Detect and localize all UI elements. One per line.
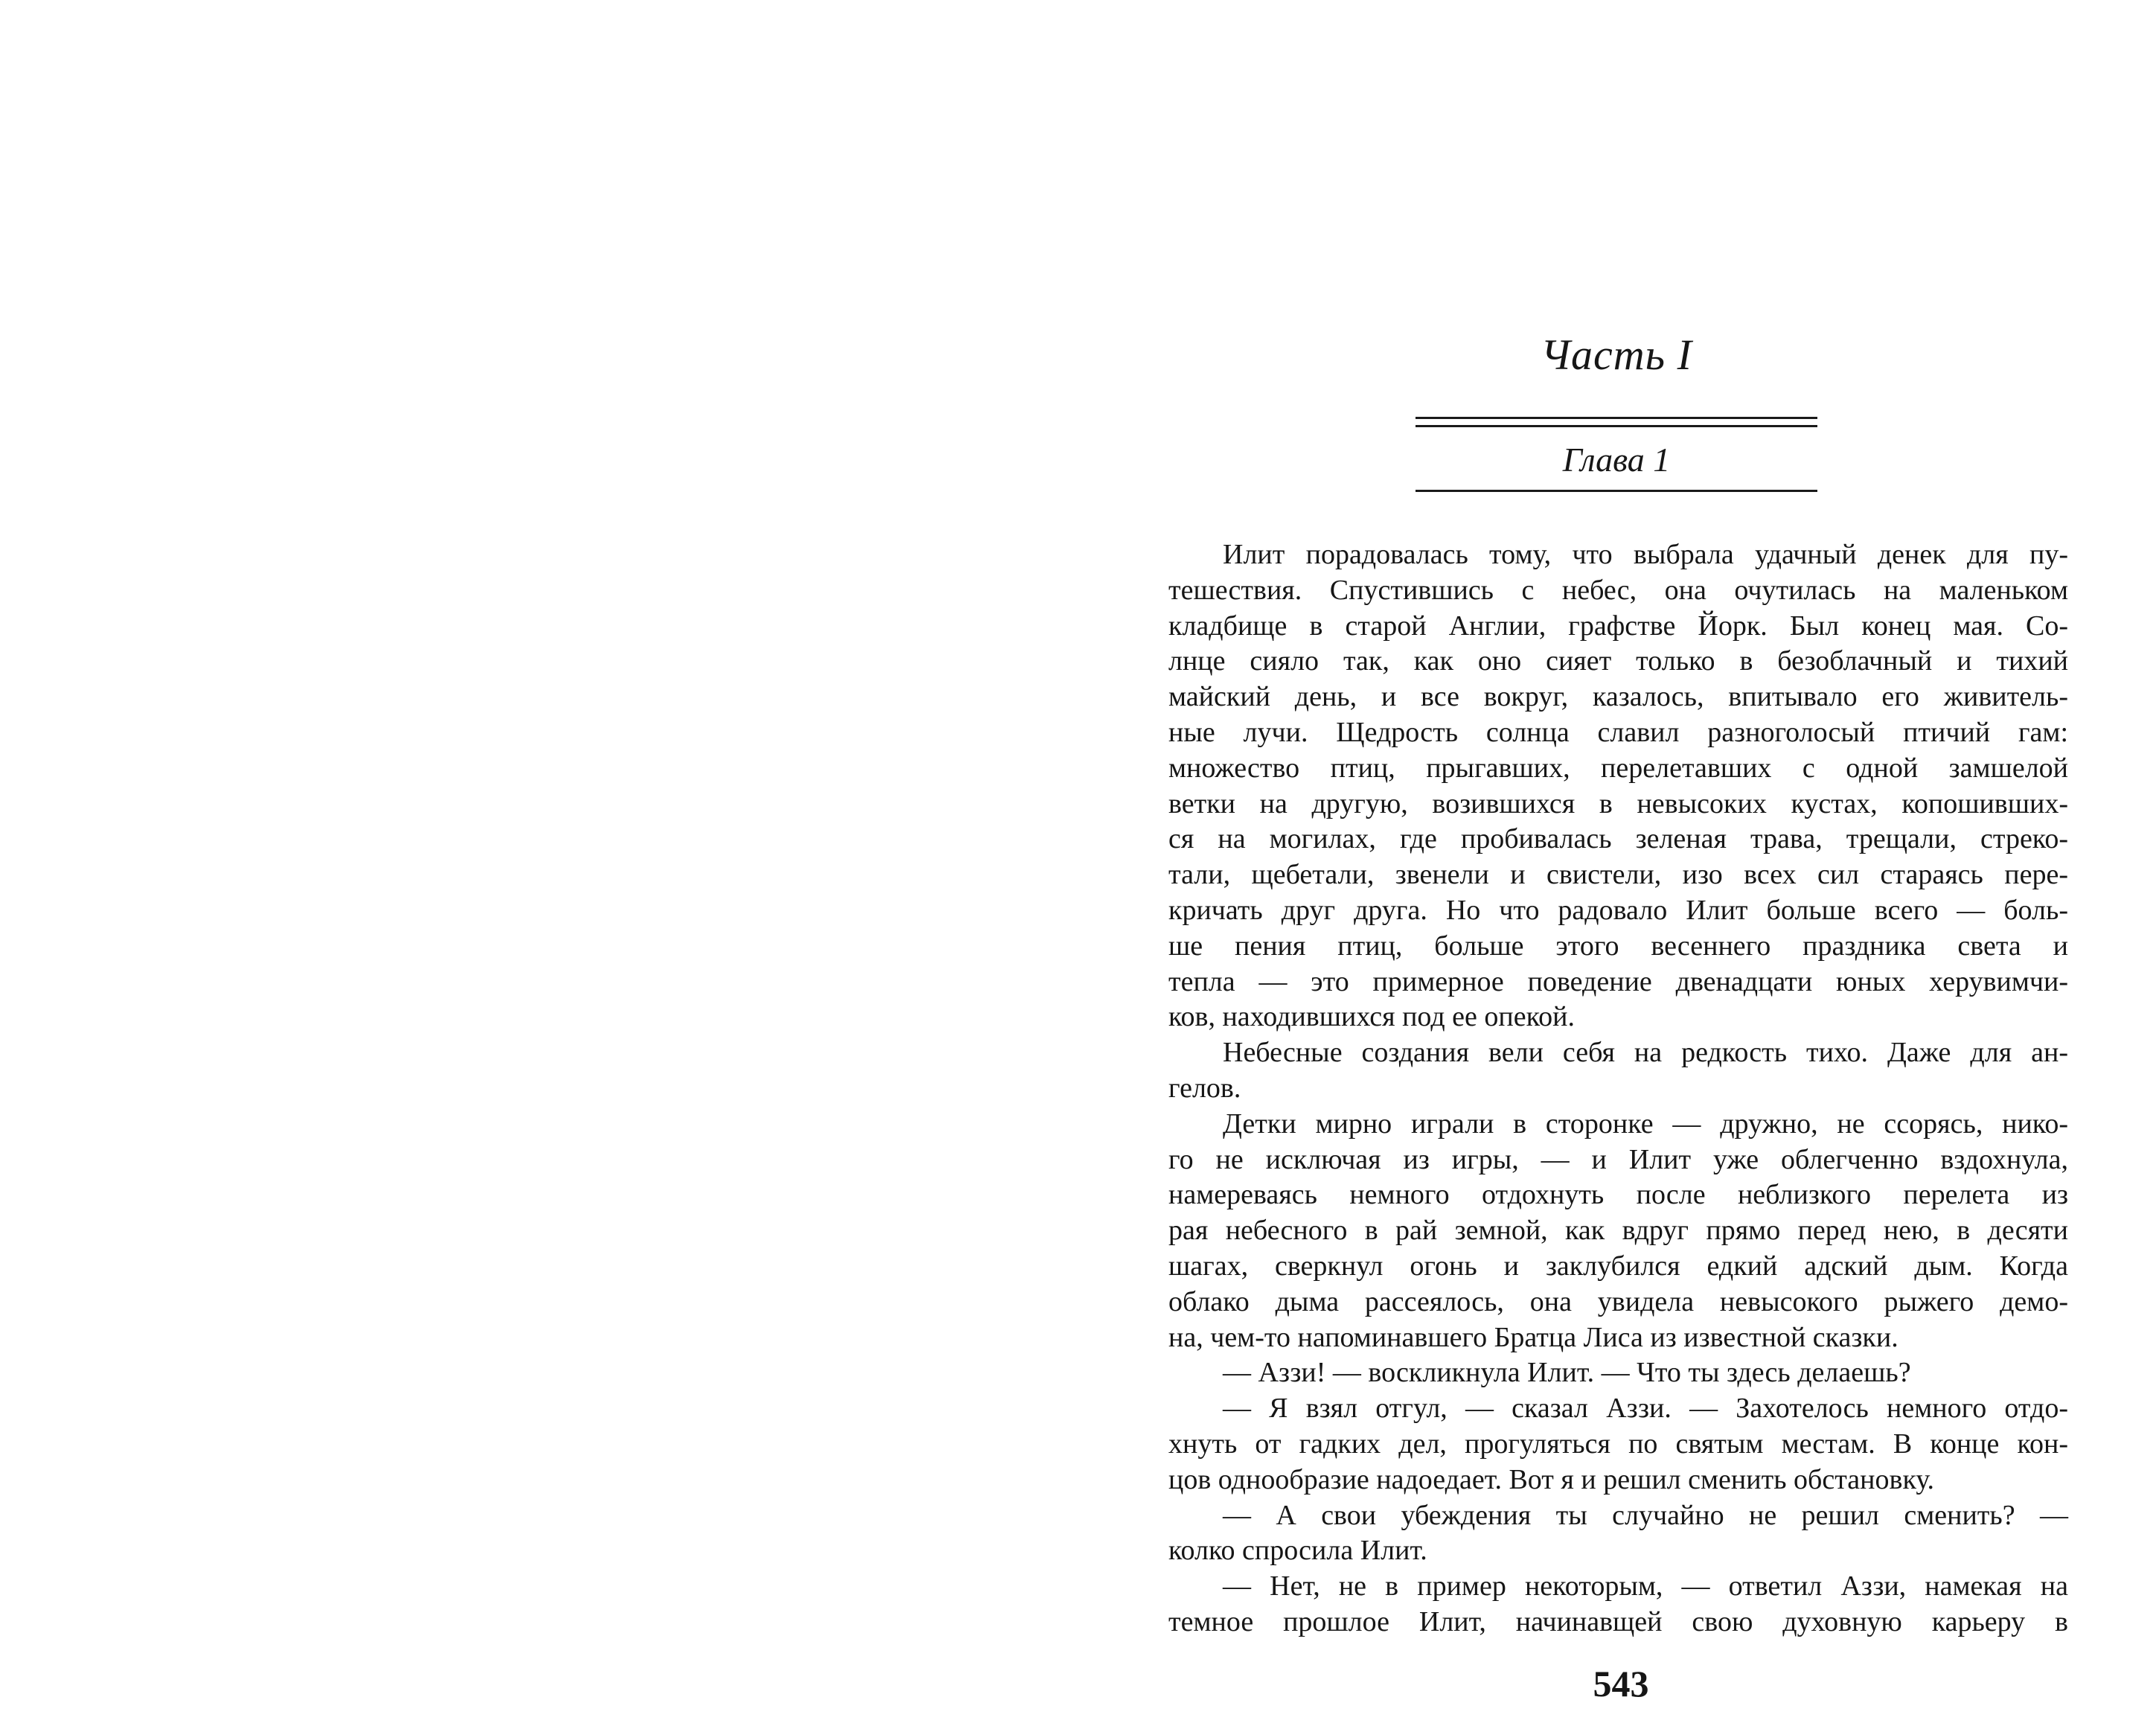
text-line: — Я взял отгул, — сказал Аззи. — Захотелось немного отдо- [1223, 1393, 2068, 1425]
text-line: колко спросила Илит. [1168, 1535, 1427, 1567]
text-line: тали, щебетали, звенели и свистели, изо всех сил стараясь пере- [1168, 859, 2068, 891]
single-rule [1416, 490, 1817, 492]
text-line: — Аззи! — воскликнула Илит. — Что ты здесь делаешь? [1223, 1357, 1911, 1389]
paragraph [1168, 1035, 2068, 1107]
text-line: ков, находившихся под ее опекой. [1168, 1001, 1575, 1033]
text-line: Детки мирно играли в сторонке — дружно, не ссорясь, нико- [1223, 1108, 2068, 1140]
text-line: на, чем-то напоминавшего Братца Лиса из известной сказки. [1168, 1321, 1899, 1353]
paragraph [1168, 1569, 2068, 1640]
paragraph [1168, 1107, 2068, 1356]
text-line: Илит порадовалась тому, что выбрала удачный денек для пу- [1223, 539, 2068, 570]
text-line: кричать друг друга. Но что радовало Илит больше всего — боль- [1168, 894, 2068, 926]
text-line: кладбище в старой Англии, графстве Йорк. Был конец мая. Со- [1168, 610, 2068, 642]
text-line: ше пения птиц, больше этого весеннего праздника света и [1168, 930, 2068, 962]
text-line: рая небесного в рай земной, как вдруг прямо перед нею, в десяти [1168, 1215, 2068, 1247]
text-line: ные лучи. Щедрость солнца славил разноголосый птичий гам: [1168, 716, 2068, 748]
text-line: тешествия. Спустившись с небес, она очутилась на маленьком [1168, 574, 2068, 606]
text-line: Небесные создания вели себя на редкость тихо. Даже для ан- [1223, 1037, 2068, 1069]
text-line: тепла — это примерное поведение двенадцати юных херувимчи- [1168, 965, 2068, 997]
page-number: 543 [1593, 1663, 1649, 1704]
text-line: шагах, сверкнул огонь и заклубился едкий адский дым. Когда [1168, 1250, 2068, 1282]
text-line: темное прошлое Илит, начинавщей свою духовную карьеру в [1168, 1605, 2068, 1637]
text-line: ся на могилах, где пробивалась зеленая трава, трещали, стреко- [1168, 823, 2068, 855]
text-line: — А свои убеждения ты случайно не решил сменить? — [1223, 1499, 2068, 1531]
text-line: лнце сияло так, как оно сияет только в безоблачный и тихий [1168, 645, 2068, 677]
text-line: цов однообразие надоедает. Вот я и решил сменить обстановку. [1168, 1463, 1935, 1495]
text-line: гелов. [1168, 1072, 1241, 1104]
part-title: Часть I [1541, 330, 1692, 379]
text-line: майский день, и все вокруг, казалось, впитывало его живитель- [1168, 681, 2068, 713]
text-line: го не исключая из игры, — и Илит уже облегченно вздохнула, [1168, 1143, 2068, 1175]
text-line: облако дыма рассеялось, она увидела невысокого рыжего демо- [1168, 1285, 2068, 1317]
text-line: множество птиц, прыгавших, перелетавших с одной замшелой [1168, 752, 2068, 784]
chapter-body [1168, 537, 2068, 1640]
paragraph [1168, 537, 2068, 1035]
chapter-title: Глава 1 [1562, 441, 1671, 479]
paragraph [1168, 1391, 2068, 1498]
text-line: ветки на другую, возившихся в невысоких кустах, копошивших- [1168, 787, 2068, 819]
text-line: — Нет, не в пример некоторым, — ответил Аззи, намекая на [1223, 1570, 2068, 1602]
double-rule [1416, 417, 1817, 427]
text-line: хнуть от гадких дел, прогуляться по святым местам. В конце кон- [1168, 1428, 2068, 1460]
text-line: намереваясь немного отдохнуть после неблизкого перелета из [1168, 1179, 2068, 1211]
paragraph [1168, 1498, 2068, 1570]
paragraph [1168, 1355, 2068, 1391]
